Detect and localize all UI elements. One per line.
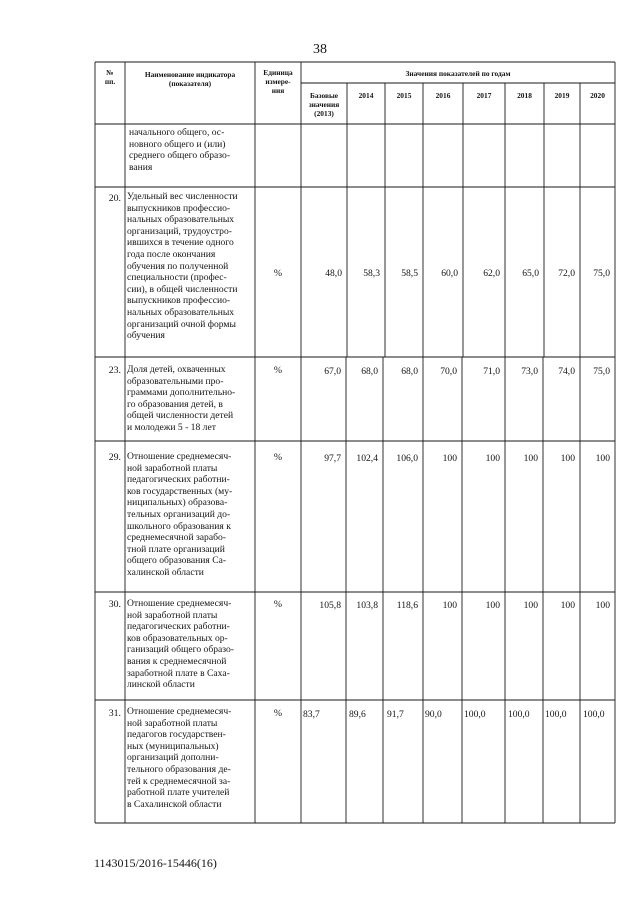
row-29-2018: 100 — [523, 453, 538, 464]
row-31-name: Отношение среднемесяч- ной заработной платы педагогов государствен- ных (муниципальных) организаций дополни- тельного образования де- тей к среднемесячной за- работной плате учителей в Сахалинской области — [127, 706, 232, 810]
row-29-2019: 100 — [560, 453, 575, 464]
header-year-2014: 2014 — [358, 91, 374, 100]
row-continuation-name: начального общего, ос- новного общего и (или) среднего общего образо- вания — [129, 127, 231, 173]
row-23-2014: 68,0 — [361, 366, 378, 377]
row-30-base: 105,8 — [319, 600, 341, 611]
row-20-2020: 75,0 — [593, 268, 610, 279]
row-23-2015: 68,0 — [401, 366, 418, 377]
row-30-number: 30. — [108, 599, 121, 610]
row-23-2018: 73,0 — [521, 366, 538, 377]
row-29-number: 29. — [108, 452, 121, 463]
row-23-2017: 71,0 — [483, 366, 500, 377]
row-20-number: 20. — [108, 193, 121, 204]
row-20-2014: 58,3 — [363, 268, 380, 279]
row-20-2018: 65,0 — [522, 268, 539, 279]
row-30-2018: 100 — [523, 600, 538, 611]
header-year-2016: 2016 — [435, 91, 451, 100]
row-20-2017: 62,0 — [483, 268, 500, 279]
row-29-2017: 100 — [485, 453, 500, 464]
page-number: 38 — [313, 42, 327, 57]
row-29-2015: 106,0 — [396, 453, 418, 464]
row-30-2019: 100 — [560, 600, 575, 611]
row-20-unit: % — [273, 268, 283, 279]
row-29-2016: 100 — [442, 453, 457, 464]
row-30-2016: 100 — [442, 600, 457, 611]
header-base-values: Базовые значения (2013) — [308, 91, 340, 118]
row-29-2014: 102,4 — [356, 453, 378, 464]
row-30-2017: 100 — [485, 600, 500, 611]
header-number: № пп. — [104, 68, 116, 86]
row-23-base: 67,0 — [324, 366, 341, 377]
row-31-2014: 89,6 — [349, 709, 366, 720]
row-30-name: Отношение среднемесяч- ной заработной платы педагогических работни- ков образовательных ор- ганизаций общего образо- вания к среднемесячной заработной плате в Саха- линской области — [127, 598, 234, 691]
row-29-name: Отношение среднемесяч- ной заработной платы педагогических работни- ков государственных (му- ниципальных) образова- тельных организаций до- школьного образования к среднемесячной зарабо- тной плате организаций общего образования Са- халинской области — [127, 451, 233, 578]
row-23-number: 23. — [108, 365, 121, 376]
row-23-2019: 74,0 — [558, 366, 575, 377]
row-30-unit: % — [273, 599, 283, 610]
header-values-group: Значения показателей по годам — [405, 69, 511, 78]
header-year-2020: 2020 — [590, 91, 605, 100]
row-31-2017: 100,0 — [464, 709, 486, 720]
row-20-name: Удельный вес численности выпускников профессио- нальных образовательных организаций, трудоустро- ившихся в течение одного года после окончания обучения по полученной специальности (профес- сии), в общей численности выпускников профессио- нальных образовательных организаций очной формы обучения — [127, 191, 238, 342]
row-23-2016: 70,0 — [440, 366, 457, 377]
row-30-2015: 118,6 — [396, 600, 418, 611]
header-unit: Единица измере- ния — [263, 68, 293, 95]
header-indicator-name: Наименование индикатора (показателя) — [144, 70, 236, 88]
document-code: 1143015/2016-15446(16) — [94, 856, 217, 870]
row-31-unit: % — [273, 708, 283, 719]
row-30-2014: 103,8 — [356, 600, 378, 611]
row-31-2019: 100,0 — [545, 709, 567, 720]
row-23-name: Доля детей, охваченных образовательными про- граммами дополнительно- го образования детей, в общей численности детей и молодежи 5 - 18 лет — [127, 364, 236, 433]
row-31-2020: 100,0 — [583, 709, 605, 720]
header-year-2015: 2015 — [396, 91, 412, 100]
row-29-base: 97,7 — [324, 453, 341, 464]
row-29-2020: 100 — [595, 453, 610, 464]
header-year-2017: 2017 — [476, 91, 492, 100]
header-year-2018: 2018 — [517, 91, 532, 100]
row-23-2020: 75,0 — [593, 366, 610, 377]
row-30-2020: 100 — [595, 600, 610, 611]
row-31-2016: 90,0 — [425, 709, 442, 720]
header-year-2019: 2019 — [554, 91, 570, 100]
row-20-base: 48,0 — [325, 268, 342, 279]
row-31-number: 31. — [108, 708, 121, 719]
row-20-2016: 60,0 — [441, 268, 458, 279]
row-29-unit: % — [273, 452, 283, 463]
row-31-2015: 91,7 — [387, 709, 404, 720]
row-20-2015: 58,5 — [401, 268, 418, 279]
row-23-unit: % — [273, 365, 283, 376]
row-31-2018: 100,0 — [508, 709, 530, 720]
row-31-base: 83,7 — [303, 709, 320, 720]
row-20-2019: 72,0 — [558, 268, 575, 279]
